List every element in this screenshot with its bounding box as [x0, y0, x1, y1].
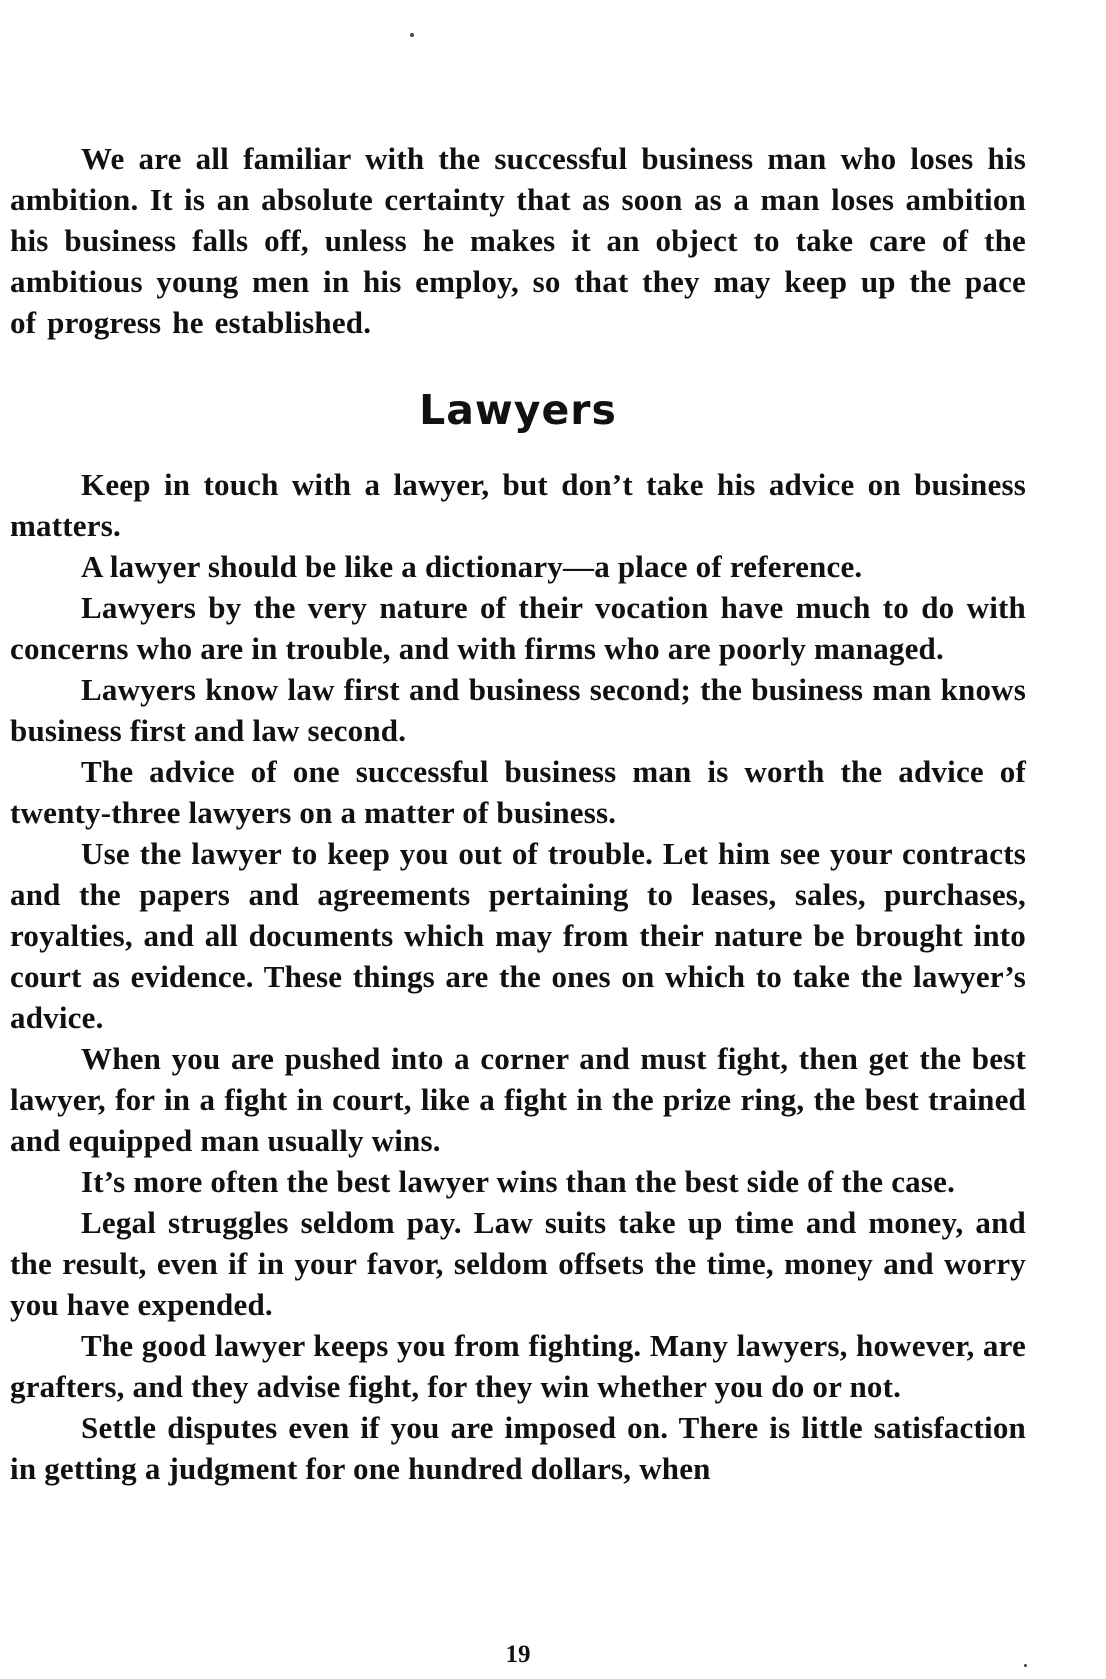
section-heading: Lawyers [419, 386, 617, 434]
paragraph: When you are pushed into a corner and must fight, then get the best lawyer, for in a fight in court, like a fight in the prize ring, the best trained and equipped man usually wins. [10, 1041, 1026, 1158]
intro-paragraph: We are all familiar with the successful business man who loses his ambition. It is an absolute certainty that as soon as a man loses ambition his business falls off, unless he makes it an object to take care of the ambitious young men in his employ, so that they may keep up the pace of progress he established. [10, 141, 1026, 340]
paragraph: Legal struggles seldom pay. Law suits take up time and money, and the result, even if in your favor, seldom offsets the time, money and worry you have expended. [10, 1205, 1026, 1322]
paragraph: The good lawyer keeps you from fighting. Many lawyers, however, are grafters, and they advise fight, for they win whether you do or not. [10, 1328, 1026, 1404]
paragraph: Lawyers know law first and business second; the business man knows business first and law second. [10, 672, 1026, 748]
book-page [10, 0, 1026, 1679]
paragraph: The advice of one successful business man is worth the advice of twenty-three lawyers on a matter of business. [10, 754, 1026, 830]
paragraph: Lawyers by the very nature of their vocation have much to do with concerns who are in trouble, and with firms who are poorly managed. [10, 590, 1026, 666]
paragraph: It’s more often the best lawyer wins than the best side of the case. [81, 1164, 956, 1199]
page-number: 19 [505, 1641, 531, 1668]
paragraph: Keep in touch with a lawyer, but don’t take his advice on business matters. [10, 467, 1026, 543]
paragraph: Settle disputes even if you are imposed on. There is little satisfaction in getting a judgment for one hundred dollars, when [10, 1410, 1026, 1486]
lawyers-section [10, 464, 1026, 1489]
print-speck [410, 33, 414, 37]
paragraph: A lawyer should be like a dictionary—a place of reference. [81, 549, 863, 584]
paragraph: Use the lawyer to keep you out of trouble. Let him see your contracts and the papers and agreements pertaining to leases, sales, purchases, royalties, and all documents which may from their nature be brought into court as evidence. These things are the ones on which to take the lawyer’s advice. [10, 836, 1026, 1035]
print-speck [1024, 1664, 1027, 1667]
